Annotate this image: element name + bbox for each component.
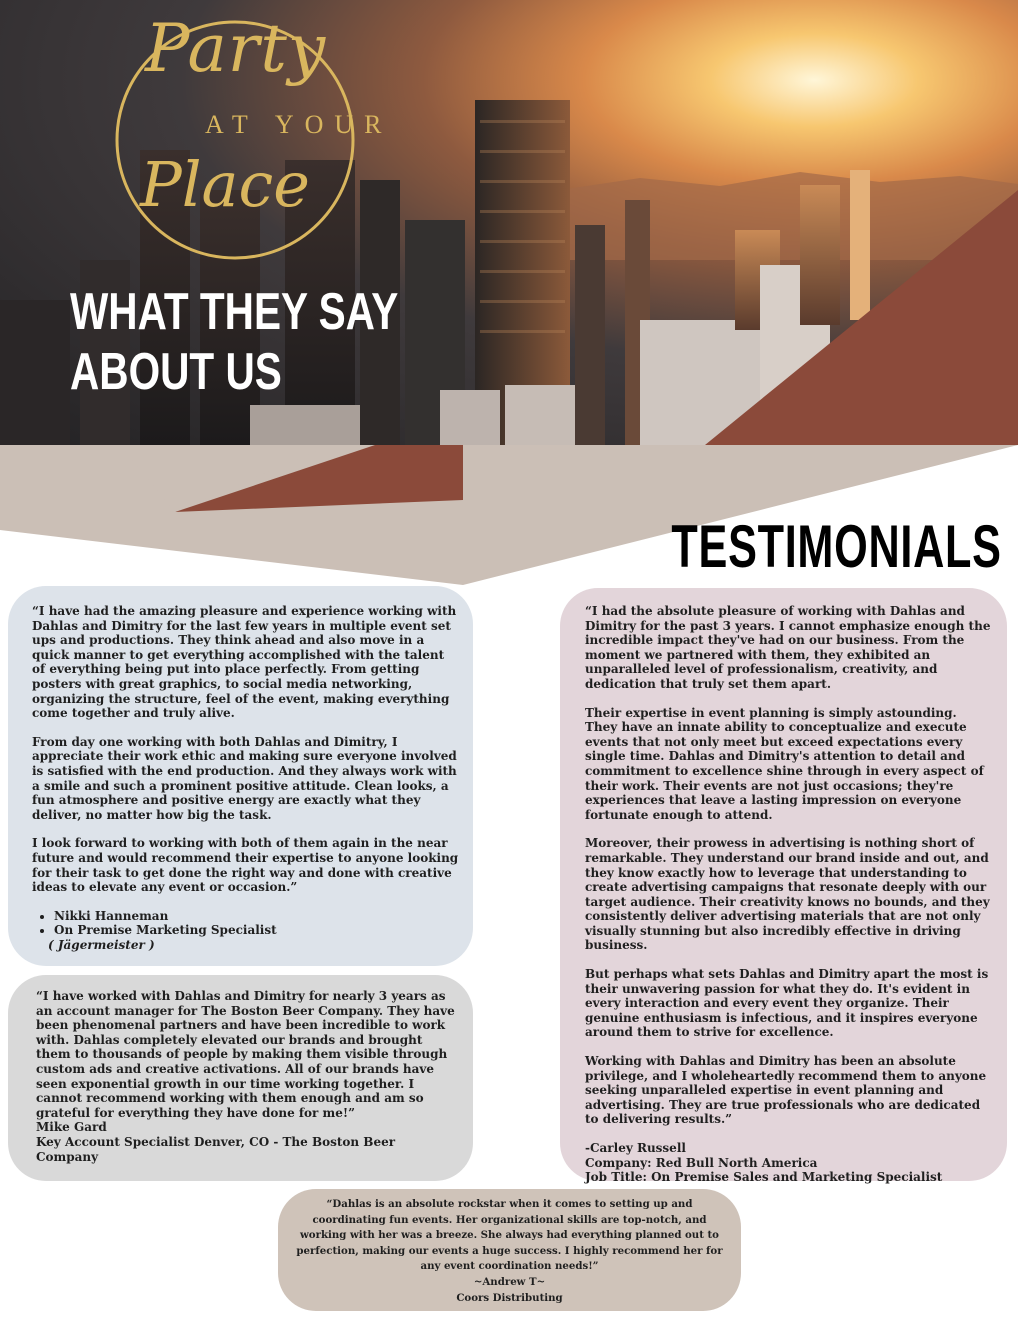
author-title: • On Premise Marketing Specialist — [54, 923, 459, 938]
testimonial-paragraph: Working with Dahlas and Dimitry has been an absolute privilege, and I wholeheartedly recommend them to anyone seeking unparalleled expertise in event planning and advertising. They are true professionals who are dedicated to delivering results.” — [585, 1054, 987, 1127]
testimonial-paragraph: “I had the absolute pleasure of working with Dahlas and Dimitry for the past 3 years. I cannot emphasize enough the incredible impact they've had on our business. From the moment we partnered with them, they exhibited an unparalleled level of professionalism, creativity, and dedication that truly set them apart. — [585, 604, 991, 691]
testimonial-quote: “I have worked with Dahlas and Dimitry for nearly 3 years as an account manager for The Boston Beer Company. They have been phenomenal partners and have been incredible to work with. Dahlas completely elevated our brands and brought them to thousands of people by making them visible through custom ads and creative activations. All of our brands have seen exponential growth in our time working together. I cannot recommend working with them enough and am so grateful for everything they have done for me!” — [36, 989, 455, 1120]
author-list — [32, 909, 459, 938]
testimonial-paragraph: I look forward to working with both of them again in the near future and would recommend their expertise to anyone looking for their task to get done the right way and done with creative ideas to elevate any event or occasion.” — [32, 836, 459, 895]
hero-title-line-2: ABOUT US — [70, 343, 282, 401]
testimonial-paragraph: “I have had the amazing pleasure and experience working with Dahlas and Dimitry for the last few years in multiple event set ups and productions. They think ahead and also move in a quick manner to get everything accomplished with the talent of everything being put into place perfectly. From getting posters with great graphics, to social media networking, organizing the structure, feel of the event, making everything come together and truly alive. — [32, 604, 457, 721]
author-name: Mike Gard — [36, 1120, 107, 1135]
hero-title-line-1: WHAT THEY SAY — [70, 283, 399, 341]
testimonial-card-nikki — [8, 586, 473, 966]
testimonial-card-carley — [560, 588, 1007, 1185]
testimonial-card-mike — [8, 975, 473, 1181]
testimonial-quote: “Dahlas is an absolute rockstar when it comes to setting up and coordinating fun events. Her organizational skills are top-notch, and working with her was a breeze. She always had everything planned out to perfection, making our events a huge success. I highly recommend her for any event coordination needs!” — [296, 1198, 723, 1273]
testimonial-paragraph: Their expertise in event planning is simply astounding. They have an innate ability to conceptualize and execute events that not only meet but exceed expectations every single time. Dahlas and Dimitry's attention to detail and commitment to excellence shine through in every aspect of their work. Their events are not just occasions; they're experiences that leave a lasting impression on everyone fortunate enough to attend. — [585, 705, 984, 822]
logo-place-text: Place — [140, 148, 310, 221]
logo-party-text: Party — [145, 10, 327, 87]
author-name: ~Andrew T~ — [473, 1275, 546, 1288]
author-name: • Nikki Hanneman — [54, 909, 459, 924]
testimonial-card-andrew — [278, 1189, 741, 1311]
testimonial-paragraph: But perhaps what sets Dahlas and Dimitry apart the most is their unwavering passion for what they do. It's evident in every interaction and every event they organize. Their genuine enthusiasm is infectious, and it inspires everyone around them to strive for excellence. — [585, 967, 989, 1040]
author-company: ( Jägermeister ) — [48, 937, 155, 952]
testimonial-paragraph: Moreover, their prowess in advertising is nothing short of remarkable. They understand our brand inside and out, and they know exactly how to leverage that understanding to create advertising campaigns that resonate deeply with our target audience. Their creativity knows no bounds, and they consistently deliver advertising materials that are not only visually stunning but also incredibly effective in driving business. — [585, 836, 990, 953]
brown-triangle-right — [705, 190, 1018, 445]
logo-at-your-text: AT YOUR — [205, 110, 393, 139]
author-name: -Carley Russell — [585, 1141, 686, 1155]
author-company: Coors Distributing — [456, 1291, 563, 1304]
author-title: Key Account Specialist Denver, CO - The Boston Beer Company — [36, 1134, 396, 1164]
testimonials-heading: TESTIMONIALS — [671, 513, 1002, 580]
testimonial-paragraph: From day one working with both Dahlas and Dimitry, I appreciate their work ethic and making sure everyone involved is satisfied with the end production. And they always work with a smile and such a prominent positive attitude. Clean looks, a fun atmosphere and positive energy are exactly what they deliver, no matter how big the task. — [32, 734, 457, 822]
author-company: Company: Red Bull North America — [585, 1155, 818, 1170]
decorative-shapes — [0, 0, 1018, 600]
author-title: Job Title: On Premise Sales and Marketing Specialist — [585, 1170, 943, 1185]
